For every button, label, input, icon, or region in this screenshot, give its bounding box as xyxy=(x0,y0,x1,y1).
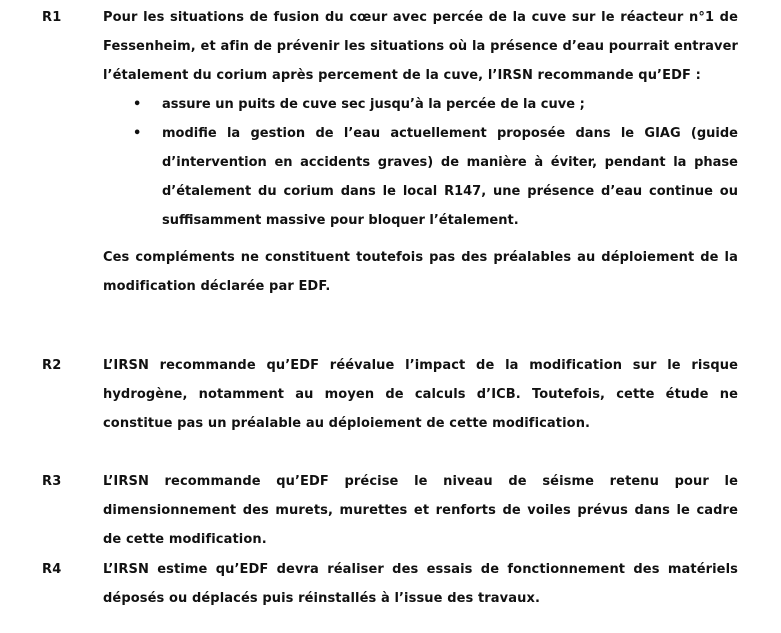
recommendation-body xyxy=(103,467,738,554)
recommendation-id: R3 xyxy=(42,474,62,489)
bullet-icon: • xyxy=(133,126,142,141)
recommendation-body xyxy=(103,555,738,613)
recommendation-body xyxy=(103,3,738,301)
recommendation-text: L’IRSN recommande qu’EDF précise le niveau de séisme retenu pour le dimensionnement des murets, murettes et renforts de voiles prévus dans le cadre de cette modification. xyxy=(103,474,738,547)
recommendation-body xyxy=(103,351,738,438)
bullet-text: assure un puits de cuve sec jusqu’à la percée de la cuve ; xyxy=(162,97,585,112)
recommendation-id: R1 xyxy=(42,10,62,25)
recommendation-bullet-list xyxy=(103,90,738,235)
bullet-item xyxy=(103,119,738,235)
recommendation-intro: Pour les situations de fusion du cœur avec percée de la cuve sur le réacteur n°1 de Fessenheim, et afin de prévenir les situations où la présence d’eau pourrait entraver l’étalement du corium après percement de la cuve, l’IRSN recommande qu’EDF : xyxy=(103,10,738,83)
bullet-text: modifie la gestion de l’eau actuellement proposée dans le GIAG (guide d’intervention en accidents graves) de manière à éviter, pendant la phase d’étalement du corium dans le local R147, une présence d’eau continue ou suffisamment massive pour bloquer l’étalement. xyxy=(162,126,738,228)
recommendation-id: R4 xyxy=(42,562,62,577)
recommendation-text: L’IRSN recommande qu’EDF réévalue l’impact de la modification sur le risque hydrogène, notamment au moyen de calculs d’ICB. Toutefois, cette étude ne constitue pas un préalable au déploiement de cette modification. xyxy=(103,358,738,431)
recommendation-id: R2 xyxy=(42,358,62,373)
bullet-item xyxy=(103,90,738,119)
bullet-icon: • xyxy=(133,97,142,112)
recommendation-closing: Ces compléments ne constituent toutefois pas des préalables au déploiement de la modification déclarée par EDF. xyxy=(103,250,738,294)
recommendation-text: L’IRSN estime qu’EDF devra réaliser des essais de fonctionnement des matériels déposés ou déplacés puis réinstallés à l’issue des travaux. xyxy=(103,562,738,606)
